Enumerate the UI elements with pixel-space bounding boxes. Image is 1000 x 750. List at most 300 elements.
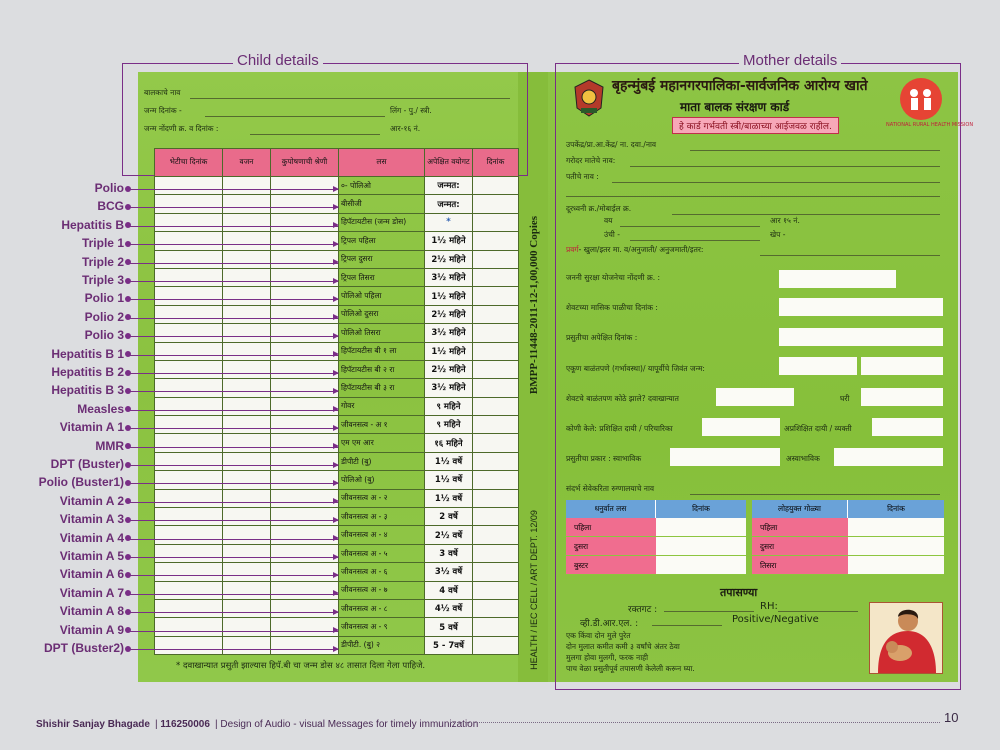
malnutrition-cell[interactable] <box>271 434 339 452</box>
abnormal-label: अस्वाभाविक <box>786 454 820 463</box>
home-input[interactable] <box>861 388 943 406</box>
ifa-date-header: दिनांक <box>887 504 905 513</box>
date-cell[interactable] <box>473 232 519 250</box>
visit-date-cell[interactable] <box>155 213 223 231</box>
mother-child-illustration <box>869 602 943 674</box>
vaccine-name-cell: एम एम आर <box>339 434 425 452</box>
weight-cell[interactable] <box>223 434 271 452</box>
category-label: प्रवर्ग- खुला/इतर मा. व/अनुजाती/ अनुजमाती/इतर: <box>566 245 704 254</box>
vaccine-label: Vitamin A 6 <box>59 567 124 582</box>
vaccine-arrow <box>128 447 338 448</box>
vaccine-arrow <box>128 649 338 650</box>
sex-label: लिंग - पु./ स्त्री. <box>390 106 432 115</box>
malnutrition-cell[interactable] <box>271 324 339 342</box>
mother-details-box <box>555 63 961 690</box>
age-cell: जन्मत: <box>425 177 473 195</box>
dose-label: बुस्टर <box>566 556 656 575</box>
visit-date-cell[interactable] <box>155 434 223 452</box>
vaccine-arrow <box>128 631 338 632</box>
msg-2: दोन मुलात कमीत कमी ३ वर्षांचे अंतर ठेवा <box>566 642 680 651</box>
vaccine-arrow <box>128 594 338 595</box>
vaccine-arrow <box>128 281 338 282</box>
malnutrition-cell[interactable] <box>271 305 339 323</box>
date-cell[interactable] <box>473 489 519 507</box>
card-title: माता बालक संरक्षण कार्ड <box>680 100 790 114</box>
weight-cell[interactable] <box>223 544 271 562</box>
center-label: उपकेंद्र/प्रा.आ.केंद्र/ ना. दवा./नाव <box>566 140 657 149</box>
vaccine-label: Vitamin A 7 <box>59 585 124 600</box>
vaccine-label: Vitamin A 3 <box>59 512 124 527</box>
vaccine-label: Polio 2 <box>84 309 124 324</box>
malnutrition-cell[interactable] <box>271 599 339 617</box>
list-item <box>566 556 746 575</box>
footer: Shishir Sanjay Bhagade | 116250006 | Design of Audio - visual Messages for timely immunization <box>36 719 479 730</box>
vaccine-arrow <box>128 373 338 374</box>
date-cell[interactable] <box>473 526 519 544</box>
edd-input[interactable] <box>779 328 943 346</box>
visit-date-cell[interactable] <box>155 250 223 268</box>
malnutrition-cell[interactable] <box>271 379 339 397</box>
visit-date-cell[interactable] <box>155 360 223 378</box>
vaccine-label: Hepatitis B <box>61 217 124 232</box>
vaccine-name-cell: जीवनसत्व अ - ६ <box>339 563 425 581</box>
weight-cell[interactable] <box>223 195 271 213</box>
weight-cell[interactable] <box>223 508 271 526</box>
header-visit-date: भेटीचा दिनांक <box>155 149 223 177</box>
vaccine-name-cell: ट्रिपल तिसरा <box>339 268 425 286</box>
vaccine-name-cell: जीवनसत्व अ - ७ <box>339 581 425 599</box>
age-cell: 3½ महिने <box>425 268 473 286</box>
malnutrition-cell[interactable] <box>271 287 339 305</box>
malnutrition-cell[interactable] <box>271 177 339 195</box>
vaccine-name-cell: जीवनसत्व अ - ९ <box>339 618 425 636</box>
age-cell: 1½ वर्षे <box>425 471 473 489</box>
vaccine-name-cell: पोलिओ (बु) <box>339 471 425 489</box>
age-cell: 3 वर्षे <box>425 544 473 562</box>
malnutrition-cell[interactable] <box>271 526 339 544</box>
malnutrition-cell[interactable] <box>271 452 339 470</box>
date-cell[interactable] <box>473 636 519 654</box>
vaccine-name-cell: गोवर <box>339 397 425 415</box>
weight-cell[interactable] <box>223 177 271 195</box>
dose-date-input[interactable] <box>848 518 944 537</box>
malnutrition-cell[interactable] <box>271 618 339 636</box>
age-cell: 1½ महिने <box>425 342 473 360</box>
jsy-input[interactable] <box>779 270 896 288</box>
visit-date-cell[interactable] <box>155 177 223 195</box>
height-label: उंची - <box>604 230 620 239</box>
weight-cell[interactable] <box>223 342 271 360</box>
lmp-input[interactable] <box>779 298 943 316</box>
mother-details-label: Mother details <box>739 52 841 69</box>
visit-date-cell[interactable] <box>155 599 223 617</box>
date-cell[interactable] <box>473 213 519 231</box>
delivery-type-label: प्रसुतीचा प्रकार : स्वाभाविक <box>566 454 642 463</box>
weight-cell[interactable] <box>223 324 271 342</box>
jsy-label: जननी सुरक्षा योजनेचा नोंदणी क्र. : <box>566 273 661 282</box>
vaccine-arrow <box>128 502 338 503</box>
vaccine-arrow <box>128 483 338 484</box>
dob-label: जन्म दिनांक - <box>144 106 182 115</box>
vaccine-label: Vitamin A 1 <box>59 420 124 435</box>
date-cell[interactable] <box>473 416 519 434</box>
nrhm-logo-icon <box>900 78 942 120</box>
malnutrition-cell[interactable] <box>271 195 339 213</box>
visit-date-cell[interactable] <box>155 452 223 470</box>
abnormal-input[interactable] <box>834 448 943 466</box>
malnutrition-cell[interactable] <box>271 342 339 360</box>
weight-cell[interactable] <box>223 452 271 470</box>
visit-date-cell[interactable] <box>155 305 223 323</box>
reg-no-label: जन्म नोंदणी क्र. व दिनांक : <box>144 124 219 133</box>
tt-table <box>566 500 746 575</box>
vaccine-arrow <box>128 539 338 540</box>
age-cell: 3½ वर्षे <box>425 563 473 581</box>
malnutrition-cell[interactable] <box>271 508 339 526</box>
footer-author: Shishir Sanjay Bhagade <box>36 719 150 730</box>
card-notice: हे कार्ड गर्भवती स्त्री/बाळाच्या आईजवळ राहील. <box>672 117 839 134</box>
r-no-label: आर-१६ नं. <box>390 124 421 133</box>
date-cell[interactable] <box>473 360 519 378</box>
visit-date-cell[interactable] <box>155 544 223 562</box>
header-age: अपेक्षित वयोगट <box>425 149 473 177</box>
malnutrition-cell[interactable] <box>271 268 339 286</box>
tt-date-header: दिनांक <box>692 504 710 513</box>
age-cell: 5 वर्षे <box>425 618 473 636</box>
husband-name-label: पतीचे नाव : <box>566 172 599 181</box>
blood-group-label: रक्तगट : <box>628 605 658 615</box>
malnutrition-cell[interactable] <box>271 636 339 654</box>
visit-date-cell[interactable] <box>155 379 223 397</box>
malnutrition-cell[interactable] <box>271 416 339 434</box>
visit-date-cell[interactable] <box>155 342 223 360</box>
weight-cell[interactable] <box>223 618 271 636</box>
list-item <box>566 537 746 556</box>
trained-input[interactable] <box>702 418 780 436</box>
nrhm-caption: NATIONAL RURAL HEALTH MISSION <box>886 122 974 128</box>
malnutrition-cell[interactable] <box>271 563 339 581</box>
vaccine-arrow <box>128 520 338 521</box>
vaccine-label: Vitamin A 4 <box>59 530 124 545</box>
ifa-header: लोहयुक्त गोळ्या <box>752 500 848 518</box>
list-item <box>752 556 944 575</box>
mother-name-label: गरोदर मातेचे नाव: <box>566 156 616 165</box>
referral-label: संदर्भ सेवेकरिता रुग्णालयाचे नाव <box>566 484 655 493</box>
vaccine-label: DPT (Buster) <box>50 457 124 471</box>
dose-date-input[interactable] <box>656 537 746 556</box>
dose-label: तिसरा <box>752 556 848 575</box>
weight-cell[interactable] <box>223 397 271 415</box>
header-vaccine: लस <box>339 149 425 177</box>
vaccine-name-cell: पोलिओ पहिला <box>339 287 425 305</box>
vaccine-name-cell: जीवनसत्व - अ १ <box>339 416 425 434</box>
visit-date-cell[interactable] <box>155 397 223 415</box>
pos-neg-label: Positive/Negative <box>732 614 819 625</box>
vdrl-label: व्ही.डी.आर.एल. : <box>580 619 639 629</box>
live-births-input[interactable] <box>861 357 943 375</box>
vaccine-name-cell: ट्रिपल पहिला <box>339 232 425 250</box>
date-cell[interactable] <box>473 434 519 452</box>
msg-4: पाच वेळा प्रसुतीपूर्व तपासणी केलेली करून घ्या. <box>566 664 695 673</box>
malnutrition-cell[interactable] <box>271 360 339 378</box>
header-weight: वजन <box>223 149 271 177</box>
dose-label: दुसरा <box>752 537 848 556</box>
weight-cell[interactable] <box>223 287 271 305</box>
vaccine-label: Hepatitis B 1 <box>51 346 124 361</box>
vaccine-arrow <box>128 318 338 319</box>
dose-label: पहिला <box>752 518 848 537</box>
untrained-input[interactable] <box>872 418 943 436</box>
vaccine-label: DPT (Buster2) <box>43 641 124 655</box>
vaccine-name-cell: ०- पोलिओ <box>339 177 425 195</box>
vaccine-name-cell: जीवनसत्व अ - ४ <box>339 526 425 544</box>
age-cell: 2½ महिने <box>425 250 473 268</box>
vaccine-arrow <box>128 557 338 558</box>
visit-date-cell[interactable] <box>155 324 223 342</box>
vaccine-arrow <box>128 207 338 208</box>
date-cell[interactable] <box>473 324 519 342</box>
age-label: वय <box>604 216 613 225</box>
malnutrition-cell[interactable] <box>271 489 339 507</box>
malnutrition-cell[interactable] <box>271 544 339 562</box>
vaccine-label: Measles <box>77 401 124 416</box>
age-cell: 4 वर्षे <box>425 581 473 599</box>
vaccine-arrow <box>128 299 338 300</box>
vaccine-label: Hepatitis B 2 <box>51 365 124 379</box>
weight-cell[interactable] <box>223 563 271 581</box>
phone-label: दूरध्वनी क्र./मोबाईल क्र. <box>566 204 632 213</box>
malnutrition-cell[interactable] <box>271 397 339 415</box>
age-cell: 3½ महिने <box>425 324 473 342</box>
malnutrition-cell[interactable] <box>271 581 339 599</box>
vaccine-label: Polio 1 <box>84 291 124 306</box>
vaccine-name-cell: डीपीटी (बु) <box>339 452 425 470</box>
weight-cell[interactable] <box>223 599 271 617</box>
weight-cell[interactable] <box>223 379 271 397</box>
footer-title: Design of Audio - visual Messages for timely immunization <box>220 719 479 730</box>
visit-date-cell[interactable] <box>155 287 223 305</box>
org-name: बृहन्मुंबई महानगरपालिका-सार्वजनिक आरोग्य खाते <box>612 78 868 94</box>
vaccine-name-cell: हिपॅटायटीस बी ३ रा <box>339 379 425 397</box>
date-cell[interactable] <box>473 342 519 360</box>
vaccine-arrow <box>128 336 338 337</box>
date-cell[interactable] <box>473 287 519 305</box>
footer-id: 116250006 <box>160 719 210 730</box>
vaccine-arrow <box>128 263 338 264</box>
age-cell: 2½ वर्षे <box>425 526 473 544</box>
normal-input[interactable] <box>670 448 780 466</box>
visit-date-cell[interactable] <box>155 232 223 250</box>
lmp-label: शेवटच्या मासिक पाळीचा दिनांक : <box>566 303 658 312</box>
dose-date-input[interactable] <box>848 556 944 575</box>
age-cell: जन्मत: <box>425 195 473 213</box>
vaccine-arrow <box>128 410 338 411</box>
home-label: घरी <box>840 394 850 403</box>
dose-label: पहिला <box>566 518 656 537</box>
malnutrition-cell[interactable] <box>271 250 339 268</box>
date-cell[interactable] <box>473 177 519 195</box>
age-cell: ९ महिने <box>425 397 473 415</box>
date-cell[interactable] <box>473 452 519 470</box>
date-cell[interactable] <box>473 305 519 323</box>
age-cell: 1½ महिने <box>425 232 473 250</box>
vaccine-arrow <box>128 226 338 227</box>
vaccine-label: BCG <box>97 199 124 214</box>
date-cell[interactable] <box>473 563 519 581</box>
weight-cell[interactable] <box>223 526 271 544</box>
age-cell: 2 वर्षे <box>425 508 473 526</box>
header-date: दिनांक <box>473 149 519 177</box>
date-cell[interactable] <box>473 618 519 636</box>
age-cell: 1½ वर्षे <box>425 489 473 507</box>
visit-date-cell[interactable] <box>155 526 223 544</box>
vaccine-name-cell: जीवनसत्व अ - ८ <box>339 599 425 617</box>
weight-cell[interactable] <box>223 416 271 434</box>
vaccine-arrow <box>128 612 338 613</box>
vaccine-name-cell: ट्रिपल दुसरा <box>339 250 425 268</box>
weight-cell[interactable] <box>223 489 271 507</box>
spine-bottom-text: HEALTH / IEC CELL / ART DEPT. 12/09 <box>529 510 539 670</box>
vaccine-name-cell: पोलिओ तिसरा <box>339 324 425 342</box>
age-cell: 3½ महिने <box>425 379 473 397</box>
child-name-label: बालकाचे नाव <box>144 88 181 97</box>
vaccine-name-cell: जीवनसत्व अ - २ <box>339 489 425 507</box>
age-cell: 1½ वर्षे <box>425 452 473 470</box>
age-cell: 2½ महिने <box>425 305 473 323</box>
age-cell: १६ महिने <box>425 434 473 452</box>
age-cell: 4½ वर्षे <box>425 599 473 617</box>
vaccine-arrow <box>128 575 338 576</box>
weight-cell[interactable] <box>223 213 271 231</box>
vaccine-arrow <box>128 465 338 466</box>
conducted-by-label: कोणी केले: प्रशिक्षित दायी / परिचारिका <box>566 424 673 433</box>
dose-date-input[interactable] <box>656 518 746 537</box>
last-delivery-label: शेवटचे बाळंतपण कोठे झाले? दवाखान्यात <box>566 394 679 403</box>
age-cell: 2½ महिने <box>425 360 473 378</box>
visit-date-cell[interactable] <box>155 268 223 286</box>
malnutrition-cell[interactable] <box>271 232 339 250</box>
vaccine-label: MMR <box>95 438 124 453</box>
vaccine-name-cell: पोलिओ दुसरा <box>339 305 425 323</box>
visit-date-cell[interactable] <box>155 489 223 507</box>
date-cell[interactable] <box>473 471 519 489</box>
footnote: * दवाखान्यात प्रसुती झाल्यास हिपॅ.बी चा जन्म डोस ४८ तासात दिला गेला पाहिजे. <box>176 661 426 671</box>
age-cell: ९ महिने <box>425 416 473 434</box>
visit-date-cell[interactable] <box>155 581 223 599</box>
date-cell[interactable] <box>473 268 519 286</box>
vaccine-arrow <box>128 189 338 190</box>
age-cell: * <box>425 213 473 231</box>
date-cell[interactable] <box>473 195 519 213</box>
vaccine-arrow <box>128 355 338 356</box>
r15-label: आर १५ नं. <box>770 216 800 225</box>
weight-cell[interactable] <box>223 305 271 323</box>
vaccine-label: Triple 1 <box>81 236 124 251</box>
visit-date-cell[interactable] <box>155 471 223 489</box>
header-malnutrition: कुपोषणाची श्रेणी <box>271 149 339 177</box>
child-details-label: Child details <box>233 52 323 69</box>
deliveries-input[interactable] <box>779 357 857 375</box>
dose-date-input[interactable] <box>848 537 944 556</box>
weight-cell[interactable] <box>223 581 271 599</box>
vaccine-arrow <box>128 244 338 245</box>
bmc-emblem-icon <box>572 78 606 118</box>
visit-date-cell[interactable] <box>155 636 223 654</box>
msg-3: मुलगा होवा मुलगी, फरक नाही <box>566 653 649 662</box>
vaccine-name-cell: बीसीजी <box>339 195 425 213</box>
list-item <box>752 537 944 556</box>
date-cell[interactable] <box>473 581 519 599</box>
date-cell[interactable] <box>473 508 519 526</box>
deliveries-label: एकूण बाळंतपणे (गर्भावस्था)/ यापूर्वीचे जिवंत जन्म: <box>566 364 705 373</box>
visit-date-cell[interactable] <box>155 195 223 213</box>
ifa-table <box>752 500 944 575</box>
tests-heading: तपासण्या <box>720 586 758 599</box>
date-cell[interactable] <box>473 397 519 415</box>
hospital-input[interactable] <box>716 388 794 406</box>
weight-cell[interactable] <box>223 360 271 378</box>
vaccine-arrow <box>128 391 338 392</box>
malnutrition-cell[interactable] <box>271 213 339 231</box>
weight-cell[interactable] <box>223 471 271 489</box>
spine-print-info <box>524 180 544 430</box>
vaccine-name-cell: जीवनसत्व अ - ५ <box>339 544 425 562</box>
vaccine-arrow <box>128 428 338 429</box>
vaccine-name-cell: हिपॅटायटीस (जन्म डोस) <box>339 213 425 231</box>
page-number: 10 <box>944 710 959 725</box>
weight-cell[interactable] <box>223 250 271 268</box>
vaccine-label: Polio (Buster1) <box>38 475 124 490</box>
untrained-label: अप्रशिक्षित दायी / व्यक्ती <box>784 424 852 433</box>
date-cell[interactable] <box>473 250 519 268</box>
visit-date-cell[interactable] <box>155 618 223 636</box>
date-cell[interactable] <box>473 599 519 617</box>
list-item <box>752 518 944 537</box>
vaccine-label: Vitamin A 2 <box>59 493 124 508</box>
msg-1: एक किंवा दोन मुले पुरेत <box>566 631 631 640</box>
edd-label: प्रसुतीचा अपेक्षित दिनांक : <box>566 333 638 342</box>
date-cell[interactable] <box>473 544 519 562</box>
visit-date-cell[interactable] <box>155 563 223 581</box>
visit-date-cell[interactable] <box>155 508 223 526</box>
vaccine-name-cell: जीवनसत्व अ - ३ <box>339 508 425 526</box>
vaccine-label: Triple 3 <box>81 273 124 287</box>
vaccine-label: Triple 2 <box>81 254 124 269</box>
dose-date-input[interactable] <box>656 556 746 575</box>
vaccine-label: Vitamin A 5 <box>59 549 124 563</box>
visit-date-cell[interactable] <box>155 416 223 434</box>
vaccine-label: Polio 3 <box>84 328 124 343</box>
date-cell[interactable] <box>473 379 519 397</box>
weight-cell[interactable] <box>223 232 271 250</box>
gravida-label: खेप - <box>770 230 786 239</box>
spine-dept-info <box>524 500 544 680</box>
vaccine-label: Hepatitis B 3 <box>51 383 124 398</box>
weight-cell[interactable] <box>223 636 271 654</box>
vaccine-name-cell: हिपॅटायटीस बी १ ला <box>339 342 425 360</box>
vaccine-label: Vitamin A 9 <box>59 622 124 637</box>
weight-cell[interactable] <box>223 268 271 286</box>
age-cell: 1½ महिने <box>425 287 473 305</box>
rh-label: RH: <box>760 601 778 612</box>
spine-top-text: BMPP-11448-2011-12-1,00,000 Copies <box>528 215 540 395</box>
vaccine-name-cell: डीपीटी. (बु) २ <box>339 636 425 654</box>
vaccine-label: Vitamin A 8 <box>59 604 124 619</box>
vaccine-name-cell: हिपॅटायटीस बी २ रा <box>339 360 425 378</box>
dose-label: दुसरा <box>566 537 656 556</box>
malnutrition-cell[interactable] <box>271 471 339 489</box>
age-cell: 5 - 7वर्षे <box>425 636 473 654</box>
